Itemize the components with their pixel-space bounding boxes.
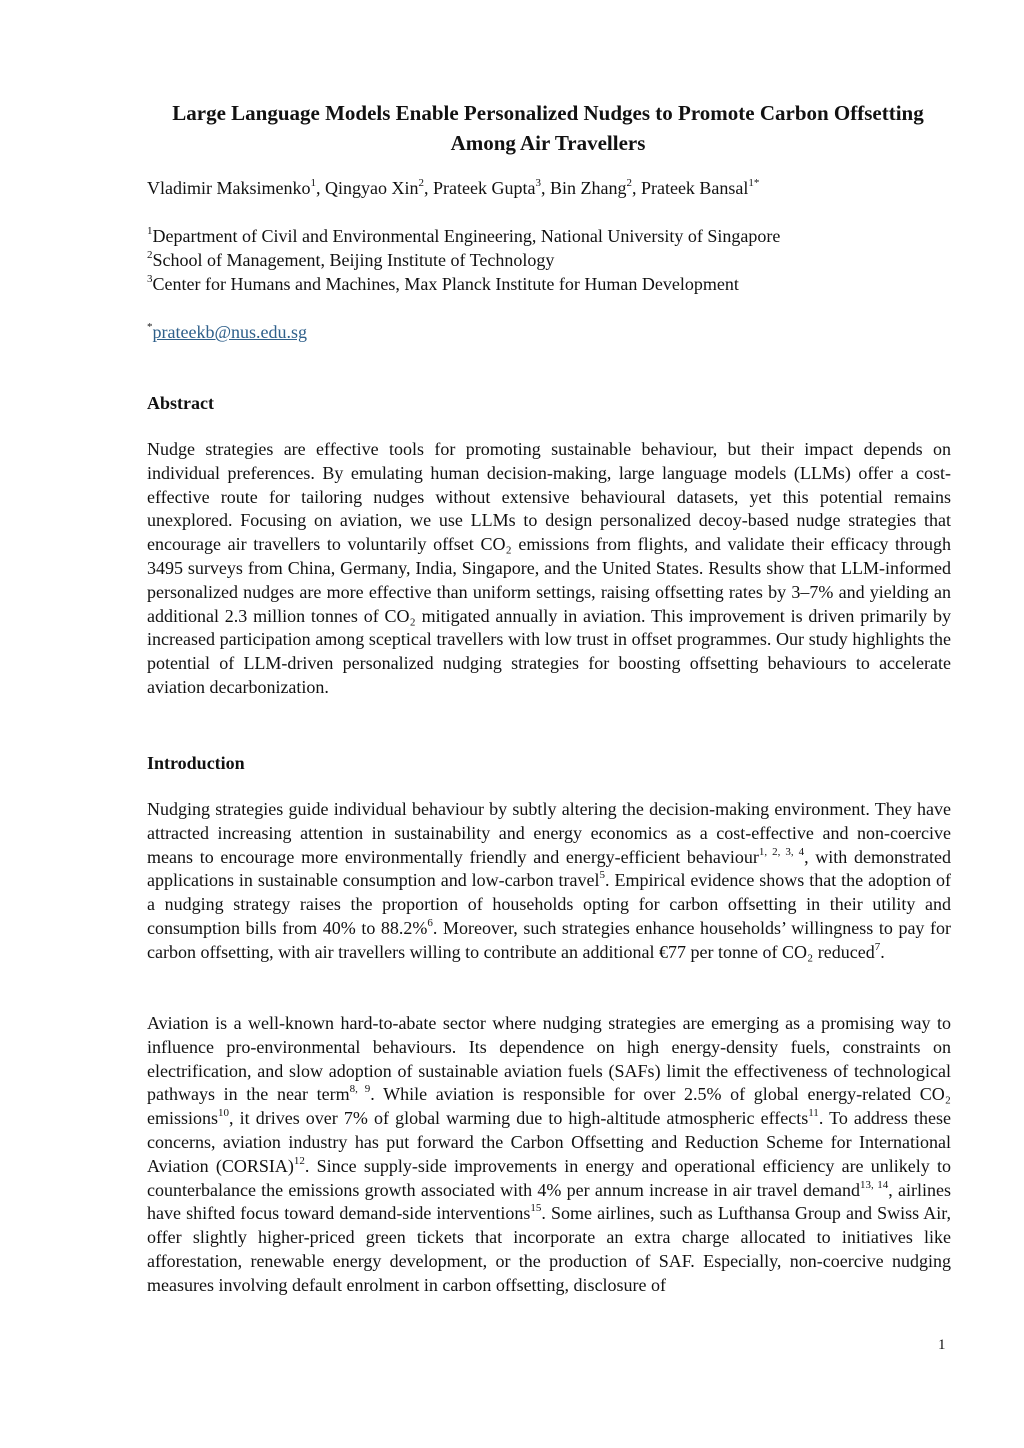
affiliation-line bbox=[147, 272, 780, 296]
citation-superscript: 11 bbox=[808, 1107, 819, 1120]
affiliation-text: Center for Humans and Machines, Max Planck Institute for Human Development bbox=[152, 274, 739, 294]
intro-paragraph-1 bbox=[147, 798, 951, 965]
paragraph-text-run: Aviation is a well-known hard-to-abate sector where nudging strategies are emerging as a promising way to influence pro-environmental behaviours. Its dependence on high energy-density fuels, constraints on electrification, and slow adoption of sustainable aviation fuels (SAFs) limit the effectiveness of technological pathways in the near term bbox=[147, 1013, 951, 1105]
affiliation-mark: 1 bbox=[147, 225, 153, 237]
author-affiliation-mark: 1 bbox=[310, 177, 316, 189]
affiliation-text: Department of Civil and Environmental Engineering, National University of Singapore bbox=[152, 226, 781, 246]
author-name: Prateek Gupta bbox=[432, 178, 536, 198]
affiliation-line bbox=[147, 248, 780, 272]
author-list: Vladimir Maksimenko$^1$, Qingyao Xin$^2$, Prateek Gupta$^3$, Bin Zhang$^2$, Prateek Bansal$^{1*}$ bbox=[147, 177, 760, 198]
author-name: Prateek Bansal bbox=[640, 178, 749, 198]
affiliation-mark: 2 bbox=[147, 249, 153, 261]
paragraph-text-run: , with demonstrated applications in sustainable consumption and low-carbon travel bbox=[147, 846, 951, 891]
author-affiliation-mark: 2 bbox=[418, 177, 424, 189]
abstract-heading: Abstract bbox=[147, 393, 214, 413]
paragraph-text-run: . Some airlines, such as Lufthansa Group and Swiss Air, offer slightly higher-priced green tickets that incorporate an extra charge allocated to initiatives like afforestation, renewable energy development, or the production of SAF. Especially, non-coercive nudging measures involving default enrolment in carbon offsetting, disclosure of bbox=[147, 1203, 952, 1295]
author-affiliation-mark: 3 bbox=[535, 177, 541, 189]
affiliation-text: School of Management, Beijing Institute of Technology bbox=[152, 250, 555, 270]
citation-superscript: 5 bbox=[599, 869, 606, 882]
paragraph-text-run: . bbox=[880, 941, 885, 962]
citation-superscript: 1, 2, 3, 4 bbox=[758, 845, 805, 858]
paragraph-text-run: , airlines have shifted focus toward demand-side interventions bbox=[147, 1179, 951, 1224]
corresponding-email bbox=[147, 320, 307, 344]
citation-superscript: 7 bbox=[874, 940, 881, 953]
paragraph-text-run: . Empirical evidence shows that the adoption of a nudging strategy raises the proportion of households opting for carbon offsetting in their utility and consumption bills from 40% to 88.2% bbox=[147, 870, 952, 938]
author-name: Qingyao Xin bbox=[324, 178, 419, 198]
paragraph-text-run: . While aviation is responsible for over 2.5% of global energy-related CO₂ emissions bbox=[147, 1084, 952, 1129]
citation-superscript: 6 bbox=[427, 916, 433, 929]
paragraph-text-run: . Since supply-side improvements in energy and operational efficiency are unlikely to counterbalance the emissions growth associated with 4% per annum increase in air travel demand bbox=[147, 1155, 951, 1200]
author-name: Bin Zhang bbox=[549, 178, 627, 198]
citation-superscript: 12 bbox=[293, 1154, 305, 1167]
abstract-paragraph: Nudge strategies are effective tools for promoting sustainable behaviour, but their impact depends on individual preferences. By emulating human decision-making, large language models (LLMs) offer a cost-effective route for tailoring nudges without extensive behavioural datasets, yet this potential remains unexplored. Focusing on aviation, we use LLMs to design personalized decoy-based nudge strategies that encourage air travellers to voluntarily offset CO₂ emissions from flights, and validate their efficacy through 3495 surveys from China, Germany, India, Singapore, and the United States. Results show that LLM-informed personalized nudges are more effective than uniform settings, raising offsetting rates by 3–7% and yielding an additional 2.3 million tonnes of CO₂ mitigated annually in aviation. This improvement is driven primarily by increased participation among sceptical travellers with low trust in offset programmes. Our study highlights the potential of LLM-driven personalized nudging strategies for boosting offsetting behaviours to accelerate aviation decarbonization. bbox=[147, 439, 951, 697]
intro-paragraph-2 bbox=[147, 1012, 951, 1298]
paragraph-text-run: . To address these concerns, aviation industry has put forward the Carbon Offsetting and Reduction Scheme for International Aviation (CORSIA) bbox=[147, 1108, 951, 1176]
paragraph-text-run: , it drives over 7% of global warming due to high-altitude atmospheric effects bbox=[229, 1108, 809, 1129]
corresponding-mark: * bbox=[147, 321, 153, 333]
citation-superscript: 8, 9 bbox=[349, 1083, 371, 1096]
paragraph-text-run: Nudging strategies guide individual behaviour by subtly altering the decision-making environment. They have attracted increasing attention in sustainability and energy economics as a cost-effective and non-coercive means to encourage more environmentally friendly and energy-efficient behaviour bbox=[147, 799, 951, 867]
email-link[interactable]: prateekb@nus.edu.sg bbox=[152, 322, 308, 342]
citation-superscript: 15 bbox=[530, 1202, 542, 1215]
paragraph-text-run: . Moreover, such strategies enhance households’ willingness to pay for carbon offsetting, with air travellers willing to contribute an additional €77 per tonne of CO₂ reduced bbox=[147, 917, 952, 962]
affiliation-mark: 3 bbox=[147, 273, 153, 285]
author-affiliation-mark: 1* bbox=[748, 177, 760, 189]
affiliation-list bbox=[147, 224, 780, 296]
affiliation-line bbox=[147, 224, 780, 248]
paper-title: Large Language Models Enable Personalized Nudges to Promote Carbon Offsetting Among Air Travellers bbox=[172, 101, 924, 155]
citation-superscript: 13, 14 bbox=[860, 1178, 889, 1191]
author-name: Vladimir Maksimenko bbox=[147, 178, 311, 198]
introduction-heading: Introduction bbox=[147, 753, 245, 773]
page-number: 1 bbox=[938, 1337, 946, 1353]
citation-superscript: 10 bbox=[218, 1107, 230, 1120]
author-affiliation-mark: 2 bbox=[626, 177, 632, 189]
